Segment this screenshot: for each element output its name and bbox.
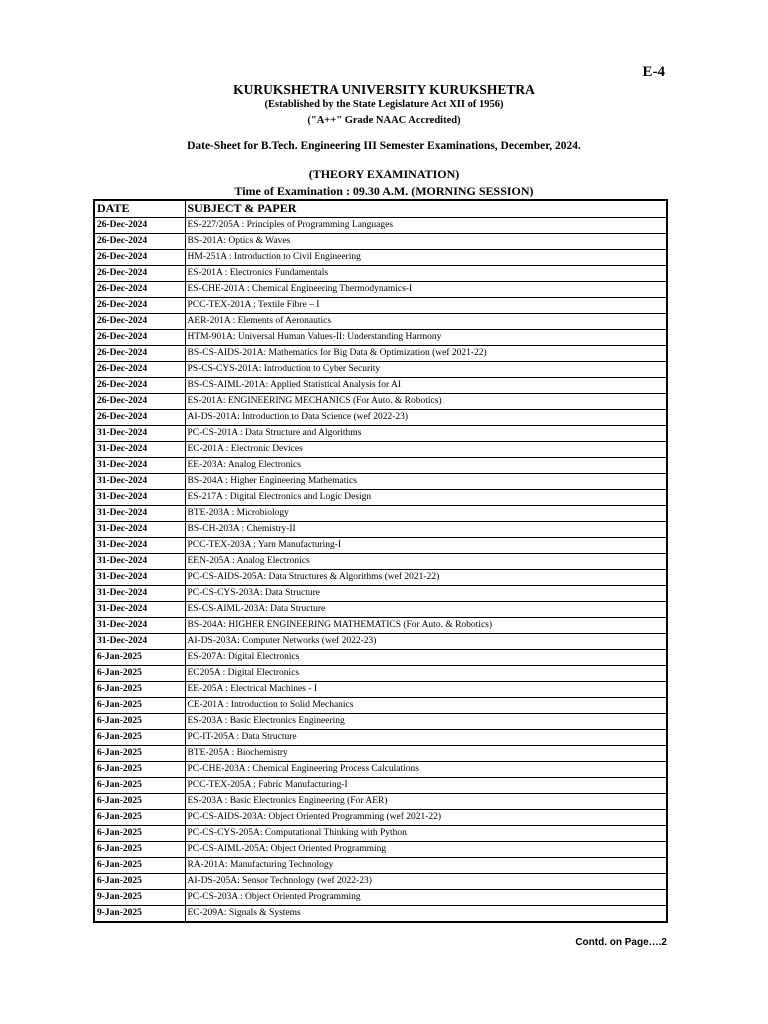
exam-date-cell: 6-Jan-2025 — [94, 841, 185, 857]
table-row — [94, 425, 667, 441]
continued-note: Contd. on Page….2 — [575, 937, 667, 948]
table-row — [94, 521, 667, 537]
exam-date-cell: 31-Dec-2024 — [94, 569, 185, 585]
table-row — [94, 889, 667, 905]
table-row — [94, 393, 667, 409]
table-row — [94, 377, 667, 393]
exam-date-cell: 31-Dec-2024 — [94, 537, 185, 553]
exam-date-cell: 9-Jan-2025 — [94, 889, 185, 905]
exam-date-cell: 31-Dec-2024 — [94, 457, 185, 473]
exam-date-cell: 31-Dec-2024 — [94, 585, 185, 601]
subject-paper-cell: ES-CHE-201A : Chemical Engineering Thermodynamics-I — [185, 281, 667, 297]
table-row — [94, 617, 667, 633]
subject-paper-cell: PC-IT-205A : Data Structure — [185, 729, 667, 745]
exam-type: (THEORY EXAMINATION) — [308, 167, 460, 181]
exam-date-cell: 26-Dec-2024 — [94, 281, 185, 297]
exam-date-cell: 31-Dec-2024 — [94, 521, 185, 537]
subject-paper-cell: ES-201A: ENGINEERING MECHANICS (For Auto. & Robotics) — [185, 393, 667, 409]
subject-paper-cell: HM-251A : Introduction to Civil Engineering — [185, 249, 667, 265]
establishment-note: (Established by the State Legislature Act XII of 1956) — [264, 99, 504, 110]
exam-date-cell: 6-Jan-2025 — [94, 761, 185, 777]
table-header-row — [94, 200, 667, 217]
exam-date-cell: 31-Dec-2024 — [94, 489, 185, 505]
table-row — [94, 457, 667, 473]
subject-paper-cell: PCC-TEX-205A : Fabric Manufacturing-I — [185, 777, 667, 793]
exam-date-cell: 6-Jan-2025 — [94, 873, 185, 889]
exam-date-cell: 26-Dec-2024 — [94, 313, 185, 329]
subject-paper-cell: PC-CS-AIML-205A: Object Oriented Programming — [185, 841, 667, 857]
table-row — [94, 713, 667, 729]
table-row — [94, 745, 667, 761]
table-row — [94, 809, 667, 825]
subject-paper-cell: ES-227/205A : Principles of Programming Languages — [185, 217, 667, 233]
exam-date-cell: 31-Dec-2024 — [94, 425, 185, 441]
exam-date-cell: 26-Dec-2024 — [94, 297, 185, 313]
exam-date-cell: 6-Jan-2025 — [94, 825, 185, 841]
table-row — [94, 825, 667, 841]
subject-paper-cell: ES-CS-AIML-203A: Data Structure — [185, 601, 667, 617]
subject-paper-cell: BTE-203A : Microbiology — [185, 505, 667, 521]
table-row — [94, 681, 667, 697]
subject-paper-cell: ES-207A: Digital Electronics — [185, 649, 667, 665]
exam-date-cell: 31-Dec-2024 — [94, 617, 185, 633]
table-row — [94, 729, 667, 745]
subject-paper-cell: PC-CS-CYS-203A: Data Structure — [185, 585, 667, 601]
table-row — [94, 345, 667, 361]
table-row — [94, 249, 667, 265]
subject-paper-cell: PS-CS-CYS-201A: Introduction to Cyber Security — [185, 361, 667, 377]
exam-date-cell: 26-Dec-2024 — [94, 409, 185, 425]
subject-paper-cell: EE-205A : Electrical Machines - I — [185, 681, 667, 697]
subject-paper-cell: AI-DS-205A: Sensor Technology (wef 2022-23) — [185, 873, 667, 889]
subject-paper-cell: PCC-TEX-203A : Yarn Manufacturing-I — [185, 537, 667, 553]
table-row — [94, 313, 667, 329]
table-row — [94, 265, 667, 281]
table-row — [94, 217, 667, 233]
table-row — [94, 665, 667, 681]
exam-date-cell: 6-Jan-2025 — [94, 665, 185, 681]
subject-paper-cell: AI-DS-201A: Introduction to Data Science (wef 2022-23) — [185, 409, 667, 425]
exam-date-cell: 26-Dec-2024 — [94, 329, 185, 345]
exam-date-cell: 6-Jan-2025 — [94, 713, 185, 729]
exam-date-cell: 31-Dec-2024 — [94, 505, 185, 521]
table-row — [94, 329, 667, 345]
exam-date-cell: 6-Jan-2025 — [94, 681, 185, 697]
subject-paper-cell: BS-204A: HIGHER ENGINEERING MATHEMATICS (For Auto. & Robotics) — [185, 617, 667, 633]
table-row — [94, 297, 667, 313]
table-row — [94, 473, 667, 489]
subject-paper-cell: ES-203A : Basic Electronics Engineering — [185, 713, 667, 729]
subject-paper-cell: PC-CS-CYS-205A: Computational Thinking with Python — [185, 825, 667, 841]
table-row — [94, 649, 667, 665]
subject-paper-cell: EC-209A: Signals & Systems — [185, 905, 667, 922]
subject-paper-cell: ES-217A : Digital Electronics and Logic Design — [185, 489, 667, 505]
table-row — [94, 601, 667, 617]
exam-date-cell: 6-Jan-2025 — [94, 809, 185, 825]
subject-paper-cell: PC-CS-201A : Data Structure and Algorithms — [185, 425, 667, 441]
exam-date-cell: 31-Dec-2024 — [94, 441, 185, 457]
subject-paper-cell: BS-204A : Higher Engineering Mathematics — [185, 473, 667, 489]
subject-paper-cell: RA-201A: Manufacturing Technology — [185, 857, 667, 873]
subject-paper-cell: BS-CH-203A : Chemistry-II — [185, 521, 667, 537]
exam-date-cell: 6-Jan-2025 — [94, 777, 185, 793]
exam-date-cell: 26-Dec-2024 — [94, 361, 185, 377]
exam-date-cell: 31-Dec-2024 — [94, 473, 185, 489]
table-row — [94, 441, 667, 457]
datesheet-table — [93, 199, 668, 923]
subject-paper-cell: PC-CS-AIDS-203A: Object Oriented Programming (wef 2021-22) — [185, 809, 667, 825]
subject-paper-cell: BTE-205A : Biochemistry — [185, 745, 667, 761]
column-header-subject: SUBJECT & PAPER — [185, 200, 667, 217]
table-row — [94, 697, 667, 713]
exam-date-cell: 6-Jan-2025 — [94, 745, 185, 761]
table-row — [94, 489, 667, 505]
table-body — [94, 217, 667, 922]
exam-date-cell: 31-Dec-2024 — [94, 601, 185, 617]
table-row — [94, 569, 667, 585]
subject-paper-cell: CE-201A : Introduction to Solid Mechanics — [185, 697, 667, 713]
exam-date-cell: 26-Dec-2024 — [94, 249, 185, 265]
exam-date-cell: 26-Dec-2024 — [94, 233, 185, 249]
exam-date-cell: 9-Jan-2025 — [94, 905, 185, 922]
table-row — [94, 777, 667, 793]
exam-date-cell: 6-Jan-2025 — [94, 857, 185, 873]
table-row — [94, 873, 667, 889]
subject-paper-cell: EC-201A : Electronic Devices — [185, 441, 667, 457]
subject-paper-cell: EC205A : Digital Electronics — [185, 665, 667, 681]
table-row — [94, 281, 667, 297]
table-row — [94, 841, 667, 857]
exam-date-cell: 6-Jan-2025 — [94, 697, 185, 713]
table-row — [94, 905, 667, 922]
table-row — [94, 793, 667, 809]
subject-paper-cell: BS-CS-AIDS-201A: Mathematics for Big Data & Optimization (wef 2021-22) — [185, 345, 667, 361]
subject-paper-cell: ES-203A : Basic Electronics Engineering (For AER) — [185, 793, 667, 809]
subject-paper-cell: PC-CHE-203A : Chemical Engineering Process Calculations — [185, 761, 667, 777]
subject-paper-cell: BS-CS-AIML-201A: Applied Statistical Analysis for AI — [185, 377, 667, 393]
table-row — [94, 761, 667, 777]
exam-time: Time of Examination : 09.30 A.M. (MORNING SESSION) — [234, 184, 534, 198]
table-row — [94, 585, 667, 601]
table-row — [94, 409, 667, 425]
subject-paper-cell: AI-DS-203A: Computer Networks (wef 2022-23) — [185, 633, 667, 649]
table-row — [94, 633, 667, 649]
subject-paper-cell: AER-201A : Elements of Aeronautics — [185, 313, 667, 329]
subject-paper-cell: EE-203A: Analog Electronics — [185, 457, 667, 473]
table-row — [94, 233, 667, 249]
exam-date-cell: 26-Dec-2024 — [94, 265, 185, 281]
exam-date-cell: 31-Dec-2024 — [94, 633, 185, 649]
table-row — [94, 505, 667, 521]
subject-paper-cell: PC-CS-AIDS-205A: Data Structures & Algorithms (wef 2021-22) — [185, 569, 667, 585]
subject-paper-cell: BS-201A: Optics & Waves — [185, 233, 667, 249]
table-row — [94, 537, 667, 553]
exam-date-cell: 31-Dec-2024 — [94, 553, 185, 569]
subject-paper-cell: HTM-901A: Universal Human Values-II: Understanding Harmony — [185, 329, 667, 345]
subject-paper-cell: PC-CS-203A : Object Oriented Programming — [185, 889, 667, 905]
subject-paper-cell: ES-201A : Electronics Fundamentals — [185, 265, 667, 281]
table-row — [94, 361, 667, 377]
exam-date-cell: 6-Jan-2025 — [94, 649, 185, 665]
exam-date-cell: 26-Dec-2024 — [94, 377, 185, 393]
table-row — [94, 857, 667, 873]
table-row — [94, 553, 667, 569]
datesheet-title: Date-Sheet for B.Tech. Engineering III Semester Examinations, December, 2024. — [187, 140, 581, 152]
page-code: E-4 — [642, 64, 665, 80]
exam-date-cell: 6-Jan-2025 — [94, 729, 185, 745]
column-header-date: DATE — [94, 200, 185, 217]
subject-paper-cell: PCC-TEX-201A : Textile Fibre – I — [185, 297, 667, 313]
subject-paper-cell: EEN-205A : Analog Electronics — [185, 553, 667, 569]
exam-date-cell: 26-Dec-2024 — [94, 217, 185, 233]
exam-date-cell: 6-Jan-2025 — [94, 793, 185, 809]
exam-date-cell: 26-Dec-2024 — [94, 345, 185, 361]
university-name: KURUKSHETRA UNIVERSITY KURUKSHETRA — [233, 82, 535, 97]
accreditation-note: ("A++" Grade NAAC Accredited) — [307, 115, 461, 126]
exam-date-cell: 26-Dec-2024 — [94, 393, 185, 409]
